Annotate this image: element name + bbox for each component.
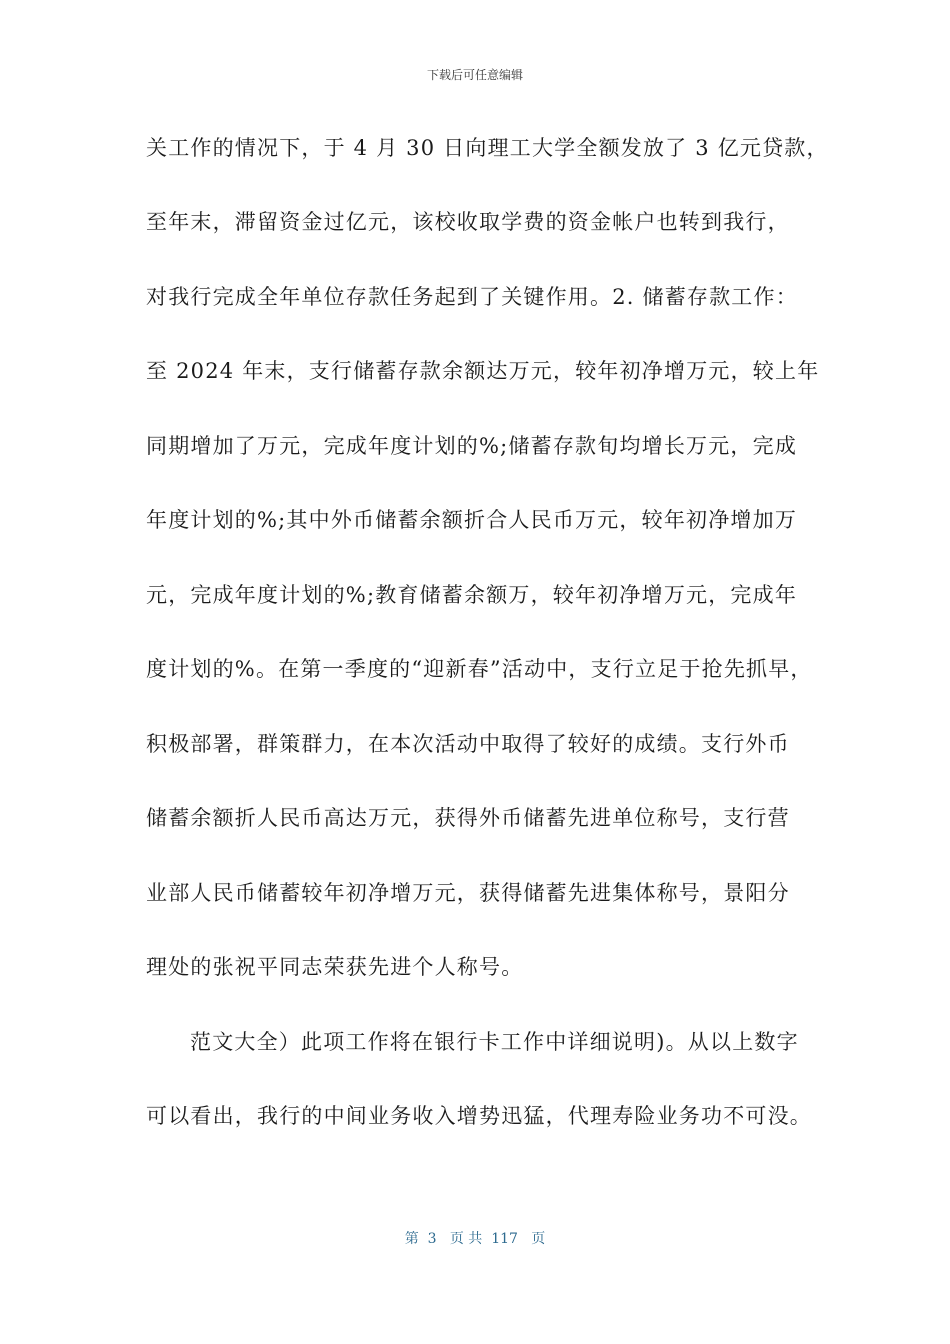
body-line: 范文大全）此项工作将在银行卡工作中详细说明)。从以上数字 <box>190 1030 799 1054</box>
body-line: 储蓄余额折人民币高达万元，获得外币储蓄先进单位称号，支行营 <box>146 806 790 830</box>
body-line: 关工作的情况下，于 4 月 30 日向理工大学全额发放了 3 亿元贷款， <box>146 136 829 160</box>
body-line: 同期增加了万元，完成年度计划的%;储蓄存款旬均增长万元，完成 <box>146 434 798 458</box>
body-line: 理处的张祝平同志荣获先进个人称号。 <box>146 955 524 979</box>
body-line: 积极部署，群策群力，在本次活动中取得了较好的成绩。支行外币 <box>146 732 790 756</box>
body-line: 至年末，滞留资金过亿元，该校收取学费的资金帐户也转到我行， <box>146 210 790 234</box>
body-line: 业部人民币储蓄较年初净增万元，获得储蓄先进集体称号，景阳分 <box>146 881 790 905</box>
body-line: 可以看出，我行的中间业务收入增势迅猛，代理寿险业务功不可没。 <box>146 1104 812 1128</box>
body-line: 元，完成年度计划的%;教育储蓄余额万，较年初净增万元，完成年 <box>146 583 798 607</box>
body-line: 至 2024 年末，支行储蓄存款余额达万元，较年初净增万元，较上年 <box>146 359 820 383</box>
body-line: 对我行完成全年单位存款任务起到了关键作用。2. 储蓄存款工作： <box>146 285 798 309</box>
page-header: 下载后可任意编辑 <box>426 68 523 82</box>
body-line: 年度计划的%;其中外币储蓄余额折合人民币万元，较年初净增加万 <box>146 508 798 532</box>
body-line: 度计划的%。在第一季度的“迎新春”活动中，支行立足于抢先抓早， <box>146 657 813 681</box>
page-number-footer: 第 3 页 共 117 页 <box>404 1231 546 1247</box>
